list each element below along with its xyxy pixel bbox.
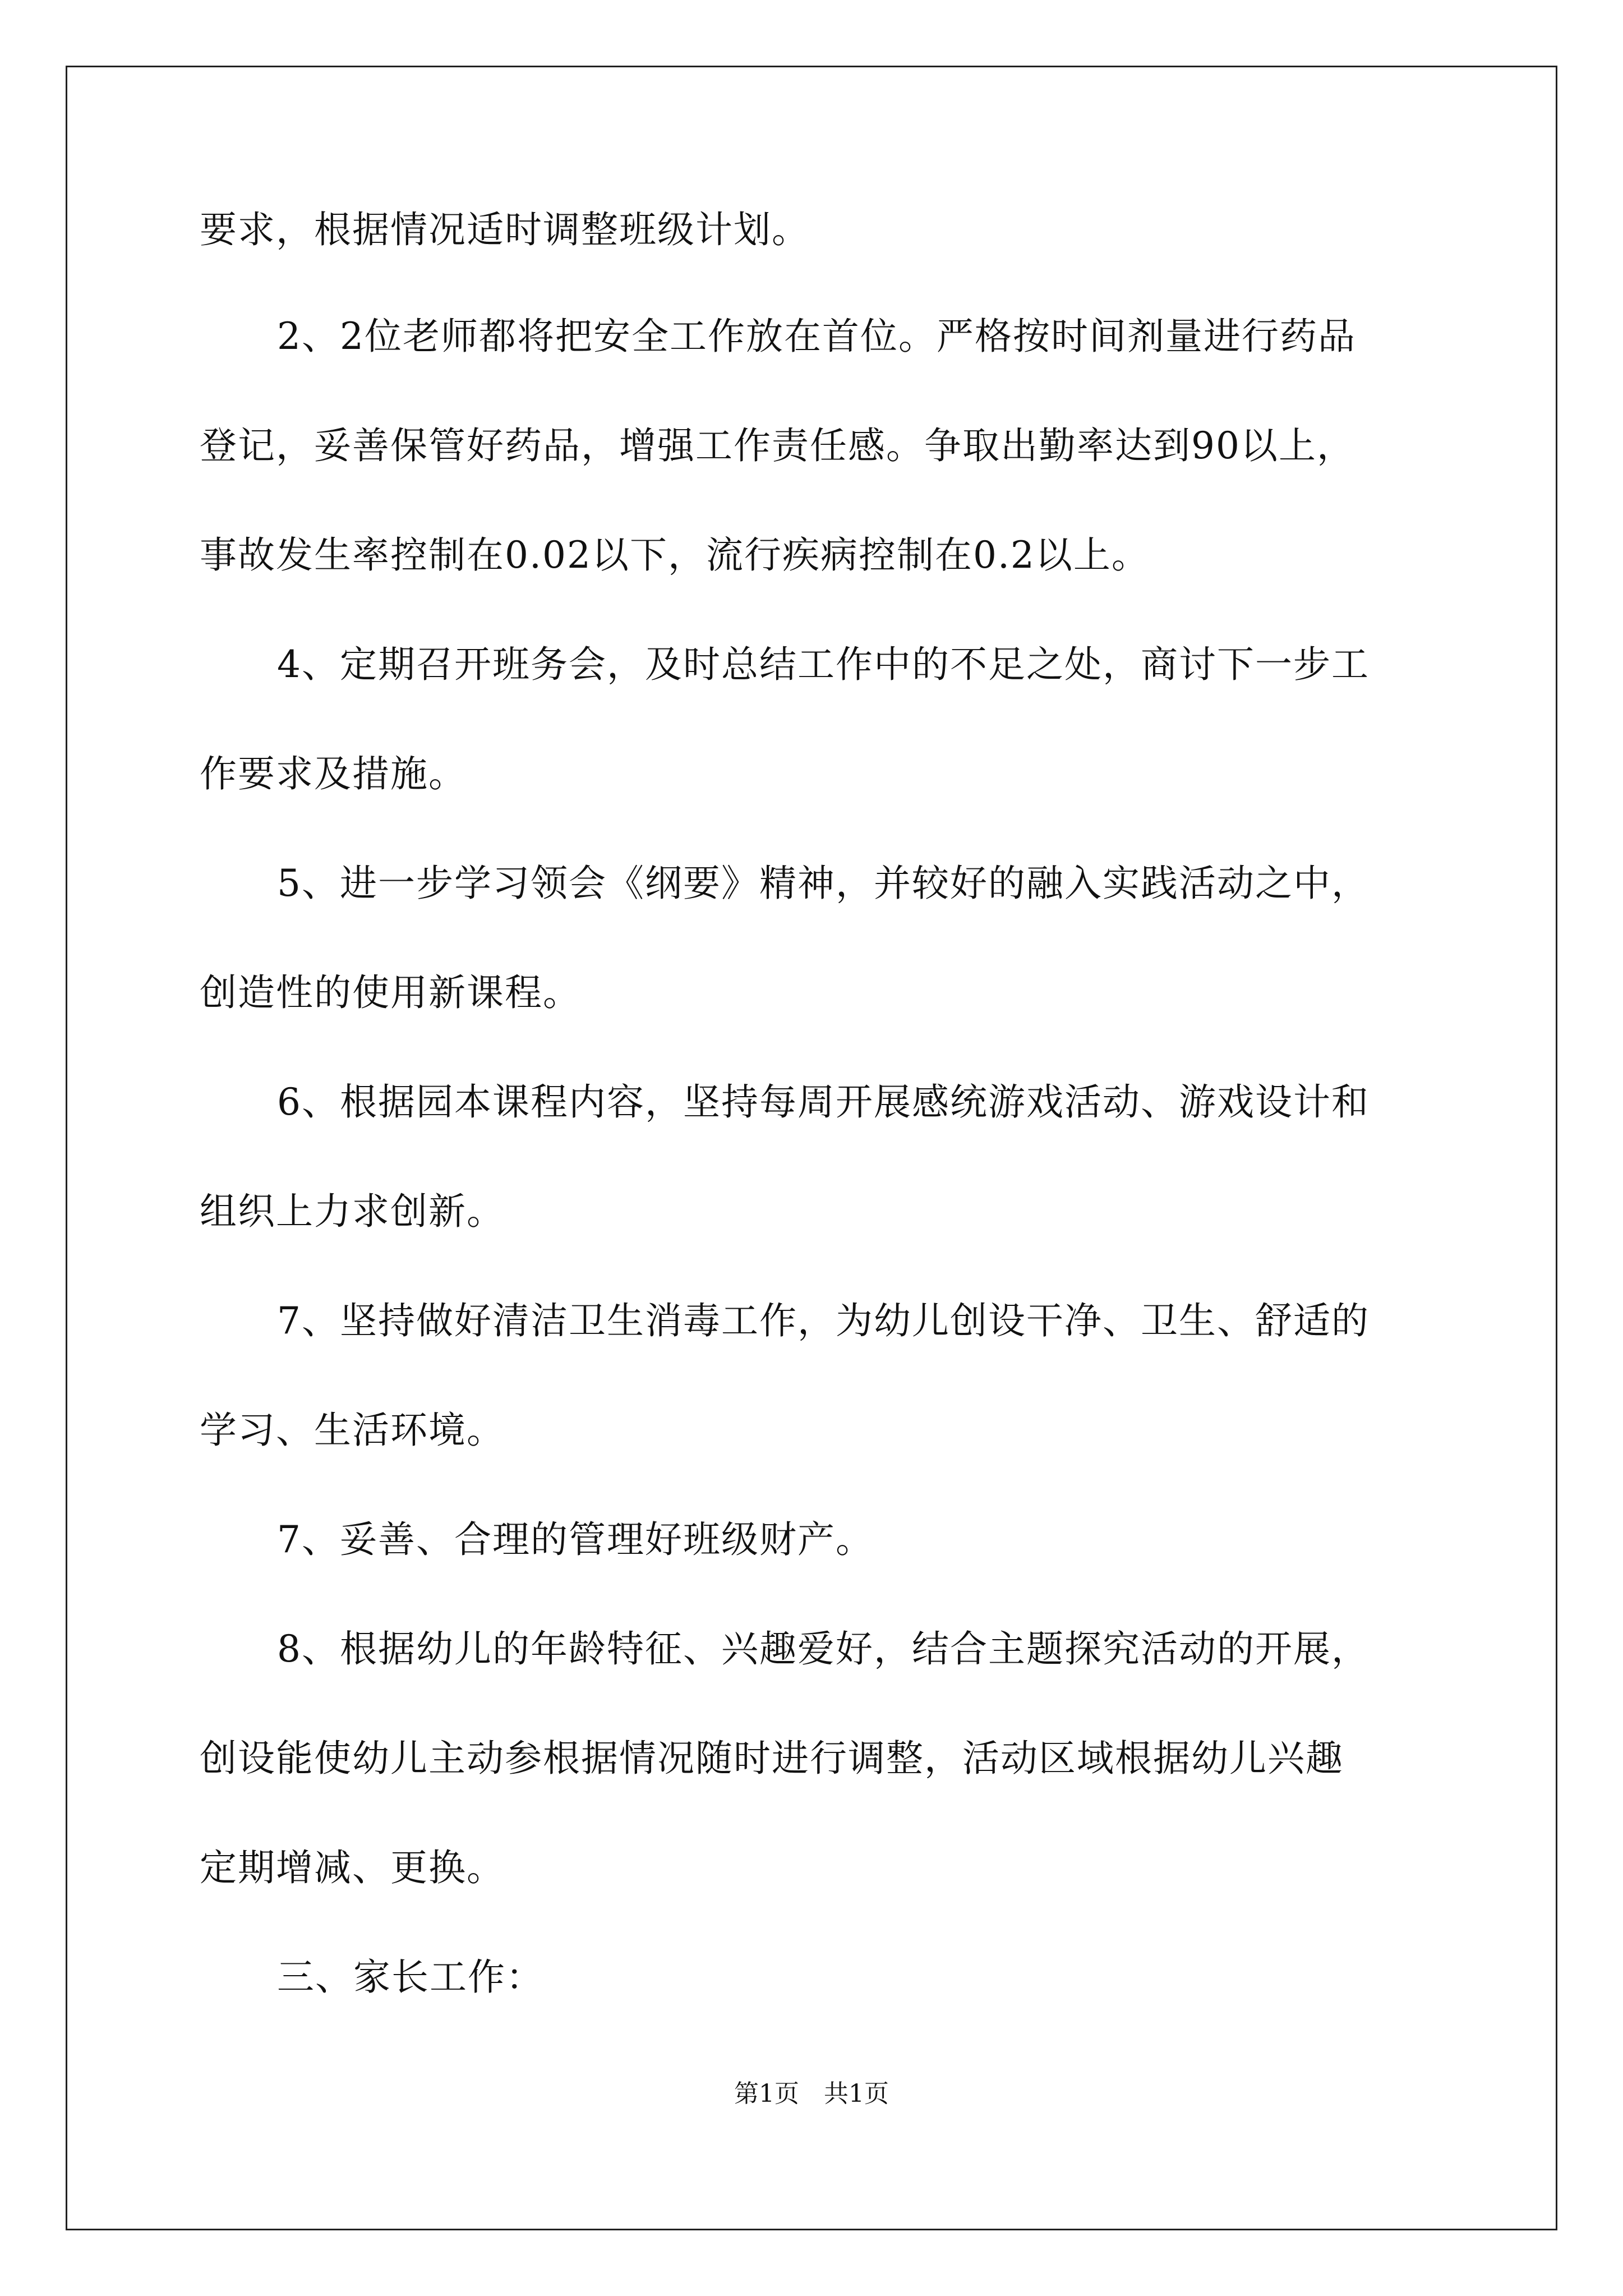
text-line: 创造性的使用新课程。 — [200, 971, 581, 1014]
page-border — [66, 66, 1557, 2230]
text-line: 学习、生活环境。 — [200, 1409, 505, 1452]
text-line: 4、定期召开班务会，及时总结工作中的不足之处，商讨下一步工 — [277, 643, 1370, 686]
text-line: 组织上力求创新。 — [200, 1190, 505, 1233]
page-number-footer: 第1页 共1页 — [734, 2079, 889, 2108]
text-line: 作要求及措施。 — [200, 752, 467, 795]
text-line: 定期增减、更换。 — [200, 1846, 505, 1889]
text-line: 5、进一步学习领会《纲要》精神，并较好的融入实践活动之中， — [277, 862, 1370, 905]
text-line: 6、根据园本课程内容，坚持每周开展感统游戏活动、游戏设计和 — [277, 1080, 1370, 1124]
section-heading: 三、家长工作： — [277, 1955, 544, 1999]
text-line: 7、妥善、合理的管理好班级财产。 — [277, 1518, 874, 1561]
text-line: 要求，根据情况适时调整班级计划。 — [200, 208, 810, 251]
text-line: 2、2位老师都将把安全工作放在首位。严格按时间剂量进行药品 — [277, 315, 1356, 358]
text-line: 事故发生率控制在0.02以下，流行疾病控制在0.2以上。 — [200, 533, 1150, 577]
text-line: 登记，妥善保管好药品，增强工作责任感。争取出勤率达到90以上， — [200, 424, 1355, 467]
text-line: 7、坚持做好清洁卫生消毒工作，为幼儿创设干净、卫生、舒适的 — [277, 1299, 1370, 1342]
text-line: 8、根据幼儿的年龄特征、兴趣爱好，结合主题探究活动的开展， — [277, 1627, 1370, 1671]
text-line: 创设能使幼儿主动参根据情况随时进行调整，活动区域根据幼儿兴趣 — [200, 1737, 1344, 1780]
